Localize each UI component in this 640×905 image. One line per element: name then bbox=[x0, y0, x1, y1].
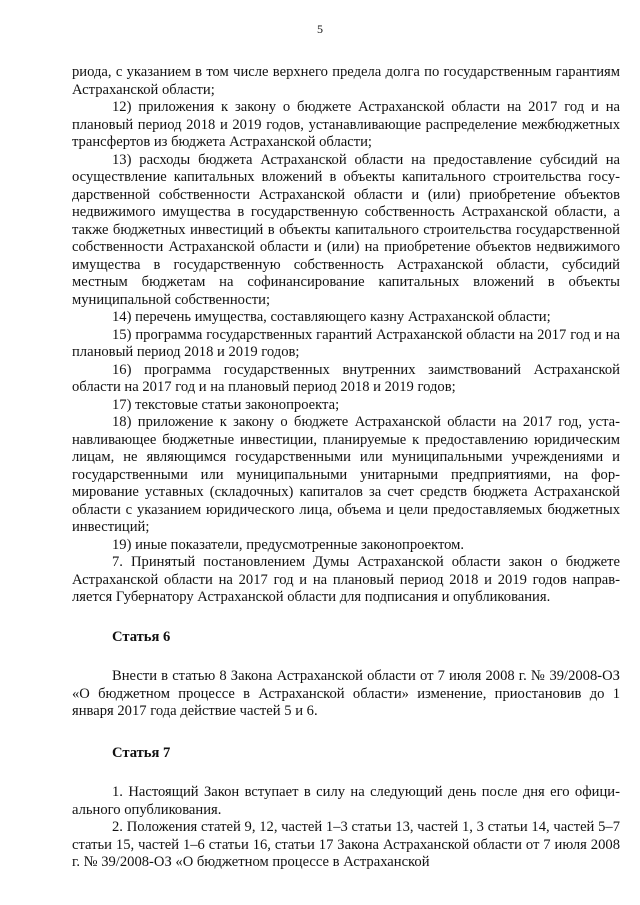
paragraph: 19) иные показатели, предусмотренные законопроектом. bbox=[112, 536, 465, 553]
article-7-paragraph-2: 2. Положения статей 9, 12, частей 1–3 статьи 13, частей 1, 3 статьи 14, частей 5–7 статьи 15, частей 1–6 статьи 16, статьи 17 Закона Астраханской области от 7 июля 2008 г. № 39/2008-ОЗ «О бюджетном процессе в Астраханской bbox=[72, 819, 620, 870]
paragraph: 18) приложение к закону о бюджете Астраханской области на 2017 год, устанавливающее бюджетные инвестиции, планируемые к предоставлению юридическим лицам, не являющимся государственными или муниципальными учреждениями и государственными или муниципальными унитарными предприятиями, на формирование уставных (складочных) капиталов за счет средств бюджета Астраханской области с указанием юридического лица, объема и цели предоставляемых бюджетных инвестиций; bbox=[72, 414, 620, 535]
article-6-text: Внести в статью 8 Закона Астраханской области от 7 июля 2008 г. № 39/2008-ОЗ «О бюджетном процессе в Астраханской области» изменение, приостановив до 1 января 2017 года действие частей 5 и 6. bbox=[72, 668, 620, 719]
paragraph: 13) расходы бюджета Астраханской области на предоставление субсидий на осуществление капитальных вложений в объекты капитального строительства государственной собственности Астраханской области и (или) приобретение объектов недвижимого имущества в государственную собственность Астраханской области, а также бюджетных инвестиций в объекты капитального строительства государственной собственности Астраханской области и (или) на приобретение объектов недвижимого имущества в государственную собственность Астраханской области, субсидий местным бюджетам на софинансирование капитальных вложений в объекты муниципальной собственности; bbox=[72, 151, 620, 308]
page-number: 5 bbox=[317, 22, 323, 36]
paragraph: 7. Принятый постановлением Думы Астраханской области закон о бюджете Астраханской области на 2017 год и на плановый период 2018 и 2019 годов направляется Губернатору Астраханской области для подписания и опубликования. bbox=[72, 554, 620, 605]
paragraph: риода, с указанием в том числе верхнего предела долга по государственным гарантиям Астраханской области; bbox=[72, 64, 620, 98]
paragraph: 17) текстовые статьи законопроекта; bbox=[112, 396, 340, 413]
paragraph: 14) перечень имущества, составляющего казну Астраханской области; bbox=[112, 309, 551, 325]
article-6-heading: Статья 6 bbox=[112, 628, 171, 645]
article-7-paragraph-1: 1. Настоящий Закон вступает в силу на следующий день после дня его официального опубликования. bbox=[72, 784, 620, 818]
document-body bbox=[72, 64, 620, 872]
paragraph: 12) приложения к закону о бюджете Астраханской области на 2017 год и на плановый период 2018 и 2019 годов, устанавливающие распределение межбюджетных трансфертов из бюджета Астраханской области; bbox=[72, 99, 620, 150]
paragraph: 15) программа государственных гарантий Астраханской области на 2017 год и на плановый период 2018 и 2019 годов; bbox=[72, 326, 620, 360]
article-7-heading: Статья 7 bbox=[112, 744, 171, 761]
paragraph: 16) программа государственных внутренних заимствований Астраханской области на 2017 год и на плановый период 2018 и 2019 годов; bbox=[72, 361, 620, 395]
